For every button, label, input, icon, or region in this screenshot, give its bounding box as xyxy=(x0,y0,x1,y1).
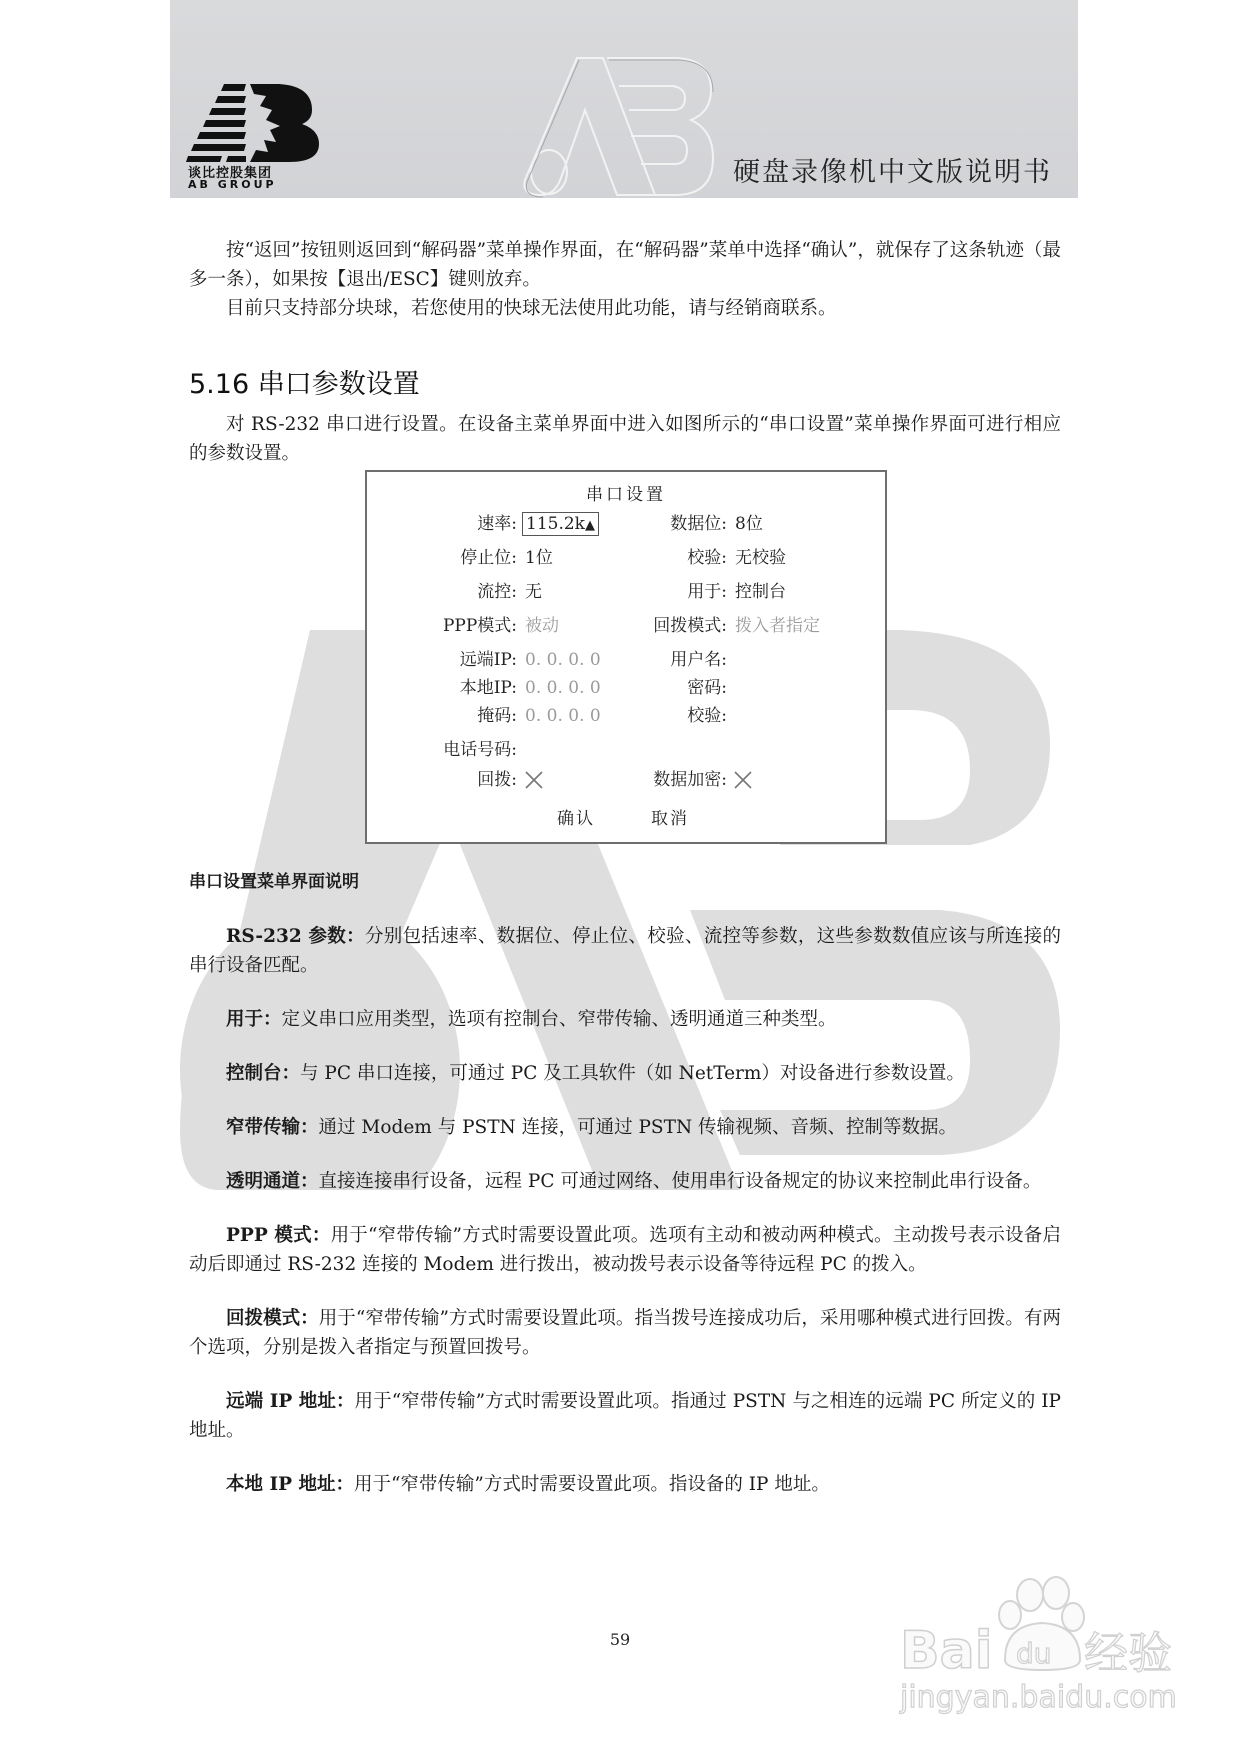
flow-control-label: 流控: xyxy=(477,582,517,602)
username-field[interactable] xyxy=(735,648,855,672)
baidu-jingyan-watermark xyxy=(870,1565,1200,1715)
embossed-ab-logo-icon xyxy=(515,50,715,198)
ab-logo-icon xyxy=(184,80,334,162)
callback-mode-label: 回拨模式: xyxy=(653,616,727,636)
callback-checkbox-x-icon[interactable] xyxy=(524,770,544,790)
section-intro xyxy=(189,410,1061,468)
term: 透明通道： xyxy=(226,1171,319,1192)
term: PPP 模式： xyxy=(226,1225,331,1246)
description-item xyxy=(189,922,1061,980)
cancel-button[interactable]: 取消 xyxy=(651,809,689,829)
ab-group-logo xyxy=(184,80,334,195)
ppp-mode-label: PPP模式: xyxy=(442,616,517,636)
dialog-title: 串口设置 xyxy=(586,485,666,505)
definition: 用于“窄带传输”方式时需要设置此项。指设备的 IP 地址。 xyxy=(353,1474,830,1495)
section-heading: 5.16 串口参数设置 xyxy=(189,369,420,400)
definition: 用于“窄带传输”方式时需要设置此项。选项有主动和被动两种模式。主动拨号表示设备启动后即通过 RS-232 连接的 Modem 进行拨出，被动拨号表示设备等待远程 PC 的拨入。 xyxy=(189,1225,1061,1275)
parity-label: 校验: xyxy=(687,548,727,568)
description-item xyxy=(189,1221,1061,1279)
local-ip-field[interactable]: 0. 0. 0. 0 xyxy=(525,678,601,698)
ppp-mode-row xyxy=(367,614,885,638)
stop-bits-label: 停止位: xyxy=(460,548,517,568)
definition: 通过 Modem 与 PSTN 连接，可通过 PSTN 传输视频、音频、控制等数据。 xyxy=(318,1117,958,1138)
paragraph: 对 RS-232 串口进行设置。在设备主菜单界面中进入如图所示的“串口设置”菜单操作界面可进行相应的参数设置。 xyxy=(189,414,1061,464)
stop-bits-row xyxy=(367,546,885,570)
baidu-paw-icon xyxy=(870,1565,1200,1715)
term: 本地 IP 地址： xyxy=(226,1474,354,1495)
usage-label: 用于: xyxy=(687,582,727,602)
term: 远端 IP 地址： xyxy=(226,1391,355,1412)
company-name-en: AB GROUP xyxy=(188,178,277,191)
phone-label: 电话号码: xyxy=(443,740,517,760)
speed-label: 速率: xyxy=(477,514,517,534)
description-item xyxy=(189,1005,1061,1034)
term: RS-232 参数： xyxy=(226,926,365,947)
intro-text xyxy=(189,236,1061,323)
checkbox-row xyxy=(367,768,885,792)
parity-value[interactable]: 无校验 xyxy=(735,548,786,568)
baidu-brand-text: Bai xyxy=(900,1621,993,1681)
paragraph: 按“返回”按钮则返回到“解码器”菜单操作界面，在“解码器”菜单中选择“确认”，就保存了这条轨迹（最多一条），如果按【退出/ESC】键则放弃。 xyxy=(189,240,1061,290)
stop-bits-value[interactable]: 1位 xyxy=(525,548,553,568)
usage-value[interactable]: 控制台 xyxy=(735,582,786,602)
callback-mode-value[interactable]: 拨入者指定 xyxy=(735,616,820,636)
term: 用于： xyxy=(226,1009,282,1030)
local-ip-label: 本地IP: xyxy=(459,678,517,698)
term: 控制台： xyxy=(226,1063,301,1084)
definition: 用于“窄带传输”方式时需要设置此项。指通过 PSTN 与之相连的远端 PC 所定义的 IP 地址。 xyxy=(189,1391,1062,1441)
confirm-button[interactable]: 确认 xyxy=(557,809,595,829)
verify-label: 校验: xyxy=(687,706,727,726)
mask-label: 掩码: xyxy=(477,706,517,726)
speed-value: 115.2k xyxy=(526,514,585,534)
term: 窄带传输： xyxy=(226,1117,319,1138)
definition: 用于“窄带传输”方式时需要设置此项。指当拨号连接成功后，采用哪种模式进行回拨。有两个选项，分别是拨入者指定与预置回拨号。 xyxy=(189,1308,1061,1358)
definition: 分别包括速率、数据位、停止位、校验、流控等参数，这些参数数值应该与所连接的串行设备匹配。 xyxy=(189,926,1061,976)
flow-control-value[interactable]: 无 xyxy=(525,582,542,602)
description-item xyxy=(189,1059,1061,1088)
encrypt-checkbox-x-icon[interactable] xyxy=(733,770,753,790)
data-bits-label: 数据位: xyxy=(670,514,727,534)
encrypt-label: 数据加密: xyxy=(653,770,727,790)
ppp-mode-value[interactable]: 被动 xyxy=(525,616,559,636)
verify-field[interactable] xyxy=(735,704,855,728)
remote-ip-label: 远端IP: xyxy=(459,650,517,670)
callback-label: 回拨: xyxy=(477,770,517,790)
spinner-updown-icon[interactable]: ▲︎ xyxy=(584,518,595,533)
description-item xyxy=(189,1304,1061,1362)
description-item xyxy=(189,1113,1061,1142)
description-item xyxy=(189,1470,1061,1499)
data-bits-value[interactable]: 8位 xyxy=(735,514,763,534)
description-item xyxy=(189,1167,1061,1196)
speed-row xyxy=(367,512,885,536)
svg-text:du: du xyxy=(1016,1637,1052,1670)
description-section xyxy=(189,868,1061,1499)
password-field[interactable] xyxy=(735,676,855,700)
page-number: 59 xyxy=(609,1630,631,1649)
username-label: 用户名: xyxy=(670,650,727,670)
remote-ip-field[interactable]: 0. 0. 0. 0 xyxy=(525,650,601,670)
phone-row xyxy=(367,738,885,762)
page-header xyxy=(170,0,1078,198)
watermark-url: jingyan.baidu.com xyxy=(900,1680,1177,1715)
description-item xyxy=(189,1387,1061,1445)
paragraph: 目前只支持部分块球，若您使用的快球无法使用此功能，请与经销商联系。 xyxy=(226,298,837,319)
remote-ip-row xyxy=(367,648,885,672)
definition: 直接连接串行设备，远程 PC 可通过网络、使用串行设备规定的协议来控制此串行设备。 xyxy=(318,1171,1042,1192)
svg-text:经验: 经验 xyxy=(1084,1628,1172,1679)
password-label: 密码: xyxy=(687,678,727,698)
company-name-cn: 谈比控股集团 xyxy=(188,166,273,181)
term: 回拨模式： xyxy=(226,1308,319,1329)
speed-select[interactable] xyxy=(522,512,599,536)
description-heading: 串口设置菜单界面说明 xyxy=(189,872,359,892)
mask-field[interactable]: 0. 0. 0. 0 xyxy=(525,706,601,726)
definition: 与 PC 串口连接，可通过 PC 及工具软件（如 NetTerm）对设备进行参数设置。 xyxy=(300,1063,965,1084)
mask-row xyxy=(367,704,885,728)
local-ip-row xyxy=(367,676,885,700)
definition: 定义串口应用类型，选项有控制台、窄带传输、透明通道三种类型。 xyxy=(281,1009,837,1030)
serial-settings-dialog xyxy=(365,470,887,844)
document-title: 硬盘录像机中文版说明书 xyxy=(733,157,1052,188)
phone-field[interactable] xyxy=(525,738,725,762)
flow-control-row xyxy=(367,580,885,604)
